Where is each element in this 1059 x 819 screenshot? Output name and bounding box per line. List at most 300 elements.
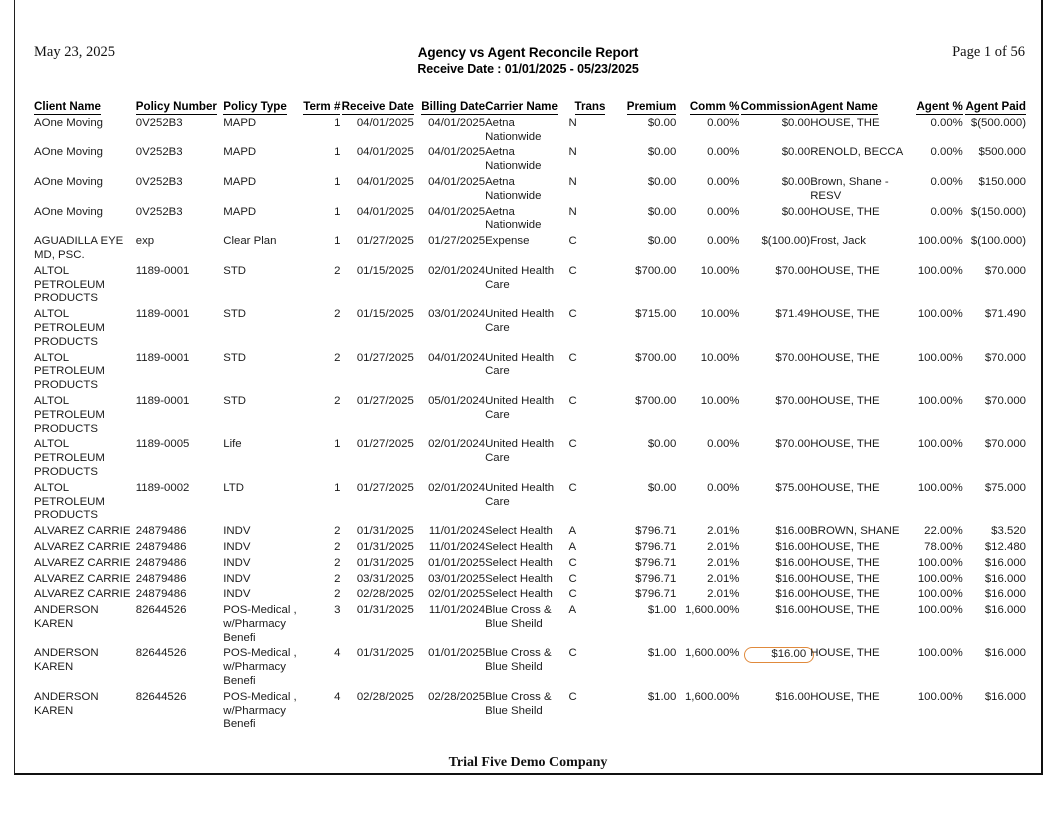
cell-term[interactable]: 1 — [334, 235, 341, 248]
cell-receive-date[interactable]: 04/01/2025 — [356, 175, 414, 188]
cell-term[interactable]: 3 — [334, 604, 341, 617]
cell-comm-pct[interactable]: 2.01% — [707, 540, 740, 553]
cell-carrier-name[interactable]: United Health Care — [485, 438, 555, 465]
cell-policy-type[interactable]: STD — [223, 394, 247, 407]
cell-client-name[interactable]: ALVAREZ CARRIE — [34, 525, 131, 538]
cell-agent-pct[interactable]: 0.00% — [930, 175, 963, 188]
cell-term[interactable]: 2 — [334, 540, 341, 553]
cell-trans[interactable]: C — [568, 647, 577, 660]
cell-carrier-name[interactable]: Aetna Nationwide — [485, 205, 542, 232]
cell-agent-name[interactable]: HOUSE, THE — [810, 540, 880, 553]
cell-policy-number[interactable]: 24879486 — [135, 525, 187, 538]
cell-premium[interactable]: $1.00 — [647, 690, 677, 703]
table-row[interactable] — [34, 690, 1026, 733]
cell-receive-date[interactable]: 02/28/2025 — [356, 588, 414, 601]
col-header-commission[interactable]: Commission — [740, 100, 811, 113]
cell-client-name[interactable]: AOne Moving — [34, 205, 104, 218]
cell-premium[interactable]: $796.71 — [635, 525, 677, 538]
cell-trans[interactable]: C — [568, 308, 577, 321]
cell-trans[interactable]: C — [568, 394, 577, 407]
cell-carrier-name[interactable]: Aetna Nationwide — [485, 175, 542, 202]
cell-commission[interactable]: $0.00 — [781, 146, 811, 159]
cell-commission[interactable]: $0.00 — [781, 175, 811, 188]
cell-client-name[interactable]: ALTOL PETROLEUM PRODUCTS — [34, 394, 105, 435]
cell-agent-paid[interactable]: $16.000 — [984, 604, 1026, 617]
cell-term[interactable]: 1 — [334, 116, 341, 129]
cell-agent-paid[interactable]: $70.000 — [984, 394, 1026, 407]
cell-receive-date[interactable]: 04/01/2025 — [356, 116, 414, 129]
cell-receive-date[interactable]: 01/27/2025 — [356, 351, 414, 364]
cell-billing-date[interactable]: 01/01/2025 — [428, 556, 486, 569]
cell-agent-paid[interactable]: $16.000 — [984, 556, 1026, 569]
cell-agent-pct[interactable]: 22.00% — [924, 525, 963, 538]
cell-carrier-name[interactable]: Select Health — [485, 572, 553, 585]
cell-carrier-name[interactable]: Select Health — [485, 556, 553, 569]
cell-premium[interactable]: $0.00 — [647, 175, 677, 188]
cell-client-name[interactable]: ALTOL PETROLEUM PRODUCTS — [34, 264, 105, 305]
cell-agent-pct[interactable]: 100.00% — [917, 235, 963, 248]
cell-policy-type[interactable]: INDV — [223, 525, 251, 538]
table-row[interactable] — [34, 556, 1026, 572]
cell-policy-number[interactable]: 24879486 — [135, 556, 187, 569]
cell-policy-type[interactable]: MAPD — [223, 205, 257, 218]
cell-agent-pct[interactable]: 100.00% — [917, 572, 963, 585]
cell-policy-number[interactable]: 0V252B3 — [135, 146, 183, 159]
cell-agent-paid[interactable]: $12.480 — [984, 540, 1026, 553]
col-header-premium[interactable]: Premium — [626, 100, 677, 113]
cell-premium[interactable]: $796.71 — [635, 572, 677, 585]
cell-client-name[interactable]: ALVAREZ CARRIE — [34, 556, 131, 569]
cell-commission[interactable]: $70.00 — [775, 264, 811, 277]
table-row[interactable] — [34, 351, 1026, 394]
cell-policy-type[interactable]: POS-Medical , w/Pharmacy Benefi — [223, 604, 297, 644]
cell-premium[interactable]: $1.00 — [647, 647, 677, 660]
cell-carrier-name[interactable]: United Health Care — [485, 308, 555, 334]
cell-policy-number[interactable]: 1189-0005 — [135, 438, 190, 451]
cell-trans[interactable]: C — [568, 351, 577, 364]
cell-agent-name[interactable]: HOUSE, THE — [810, 690, 880, 703]
cell-client-name[interactable]: AGUADILLA EYE MD, PSC. — [34, 235, 124, 261]
cell-policy-type[interactable]: MAPD — [223, 146, 257, 159]
cell-agent-pct[interactable]: 100.00% — [917, 481, 963, 494]
cell-policy-number[interactable]: 0V252B3 — [135, 116, 183, 129]
cell-client-name[interactable]: ALTOL PETROLEUM PRODUCTS — [34, 308, 105, 348]
cell-comm-pct[interactable]: 10.00% — [700, 394, 740, 407]
cell-billing-date[interactable]: 04/01/2025 — [428, 205, 486, 218]
col-header-client-name[interactable]: Client Name — [34, 100, 102, 113]
col-header-trans[interactable]: Trans — [574, 100, 606, 113]
cell-agent-pct[interactable]: 100.00% — [917, 556, 963, 569]
cell-agent-paid[interactable]: $(150.000) — [970, 205, 1026, 218]
cell-policy-type[interactable]: MAPD — [223, 175, 257, 188]
cell-carrier-name[interactable]: Aetna Nationwide — [485, 146, 542, 173]
cell-billing-date[interactable]: 03/01/2024 — [428, 308, 486, 321]
cell-comm-pct[interactable]: 2.01% — [707, 556, 740, 569]
table-row[interactable] — [34, 205, 1026, 235]
cell-premium[interactable]: $0.00 — [647, 205, 677, 218]
cell-commission[interactable]: $16.00 — [775, 690, 811, 703]
cell-comm-pct[interactable]: 1,600.00% — [684, 647, 740, 660]
cell-receive-date[interactable]: 01/31/2025 — [356, 556, 414, 569]
cell-trans[interactable]: C — [568, 572, 577, 585]
cell-agent-paid[interactable]: $(500.000) — [970, 116, 1026, 129]
cell-carrier-name[interactable]: United Health Care — [485, 351, 555, 378]
cell-commission[interactable]: $16.00 — [775, 588, 811, 601]
cell-client-name[interactable]: ALVAREZ CARRIE — [34, 588, 131, 601]
cell-agent-name[interactable]: HOUSE, THE — [810, 394, 880, 407]
cell-receive-date[interactable]: 01/27/2025 — [356, 438, 414, 451]
cell-commission[interactable]: $0.00 — [781, 116, 811, 129]
cell-policy-number[interactable]: 1189-0001 — [135, 264, 190, 277]
col-header-policy-number[interactable]: Policy Number — [135, 100, 217, 113]
cell-policy-type[interactable]: INDV — [223, 556, 251, 569]
cell-agent-paid[interactable]: $3.520 — [991, 525, 1026, 538]
col-header-agent-paid[interactable]: Agent Paid — [965, 100, 1026, 113]
cell-receive-date[interactable]: 02/28/2025 — [356, 690, 414, 703]
cell-carrier-name[interactable]: Blue Cross & Blue Sheild — [485, 690, 552, 717]
cell-agent-name[interactable]: HOUSE, THE — [810, 264, 880, 277]
cell-term[interactable]: 1 — [334, 146, 341, 159]
col-header-receive-date[interactable]: Receive Date — [341, 100, 414, 113]
cell-receive-date[interactable]: 01/31/2025 — [356, 525, 414, 538]
cell-commission[interactable]: $16.00 — [775, 572, 811, 585]
cell-billing-date[interactable]: 01/01/2025 — [428, 647, 486, 660]
cell-premium[interactable]: $0.00 — [647, 146, 677, 159]
cell-commission[interactable]: $16.00 — [775, 540, 811, 553]
cell-receive-date[interactable]: 01/31/2025 — [356, 540, 414, 553]
cell-agent-pct[interactable]: 100.00% — [917, 690, 963, 703]
cell-receive-date[interactable]: 01/31/2025 — [356, 604, 414, 617]
cell-agent-pct[interactable]: 78.00% — [924, 540, 963, 553]
cell-term[interactable]: 2 — [334, 308, 341, 321]
cell-receive-date[interactable]: 01/27/2025 — [356, 235, 414, 248]
cell-agent-pct[interactable]: 100.00% — [917, 308, 963, 321]
cell-billing-date[interactable]: 02/01/2024 — [428, 264, 486, 277]
cell-term[interactable]: 4 — [334, 647, 341, 660]
cell-agent-name[interactable]: HOUSE, THE — [810, 604, 880, 617]
cell-agent-name[interactable]: HOUSE, THE — [810, 572, 880, 585]
table-row[interactable] — [34, 307, 1026, 350]
cell-trans[interactable]: N — [568, 146, 577, 159]
col-header-policy-type[interactable]: Policy Type — [223, 100, 287, 113]
cell-trans[interactable]: C — [568, 438, 577, 451]
cell-agent-paid[interactable]: $75.000 — [984, 481, 1026, 494]
cell-client-name[interactable]: ANDERSON KAREN — [34, 690, 99, 717]
cell-policy-type[interactable]: INDV — [223, 588, 251, 601]
col-header-carrier-name[interactable]: Carrier Name — [485, 100, 558, 113]
cell-client-name[interactable]: ALVAREZ CARRIE — [34, 572, 131, 585]
cell-policy-type[interactable]: LTD — [223, 481, 244, 494]
cell-agent-paid[interactable]: $(100.000) — [970, 235, 1026, 248]
cell-agent-paid[interactable]: $70.000 — [984, 264, 1026, 277]
col-header-agent-name[interactable]: Agent Name — [810, 100, 878, 113]
cell-agent-name[interactable]: HOUSE, THE — [810, 647, 880, 660]
cell-commission[interactable]: $71.49 — [775, 308, 811, 321]
cell-client-name[interactable]: ANDERSON KAREN — [34, 604, 99, 630]
cell-trans[interactable]: N — [568, 116, 577, 129]
table-row[interactable] — [34, 587, 1026, 603]
cell-carrier-name[interactable]: United Health Care — [485, 264, 555, 291]
cell-trans[interactable]: C — [568, 556, 577, 569]
cell-agent-pct[interactable]: 100.00% — [917, 351, 963, 364]
cell-client-name[interactable]: ALTOL PETROLEUM PRODUCTS — [34, 438, 105, 478]
cell-billing-date[interactable]: 04/01/2025 — [428, 146, 486, 159]
cell-comm-pct[interactable]: 10.00% — [700, 308, 740, 321]
cell-carrier-name[interactable]: Select Health — [485, 588, 553, 601]
cell-premium[interactable]: $796.71 — [635, 588, 677, 601]
cell-commission[interactable]: $16.00 — [775, 556, 811, 569]
cell-term[interactable]: 2 — [334, 556, 341, 569]
cell-commission[interactable]: $70.00 — [775, 394, 811, 407]
cell-trans[interactable]: A — [568, 540, 577, 553]
table-row[interactable] — [34, 437, 1026, 480]
cell-term[interactable]: 1 — [334, 481, 341, 494]
cell-billing-date[interactable]: 11/01/2024 — [428, 540, 486, 553]
cell-agent-name[interactable]: HOUSE, THE — [810, 308, 880, 321]
cell-policy-number[interactable]: 82644526 — [135, 647, 187, 660]
cell-term[interactable]: 1 — [334, 438, 341, 451]
cell-trans[interactable]: A — [568, 525, 577, 538]
cell-trans[interactable]: C — [568, 235, 577, 248]
cell-carrier-name[interactable]: Blue Cross & Blue Sheild — [485, 647, 552, 674]
cell-trans[interactable]: C — [568, 264, 577, 277]
cell-receive-date[interactable]: 01/27/2025 — [356, 481, 414, 494]
cell-agent-pct[interactable]: 100.00% — [917, 438, 963, 451]
cell-receive-date[interactable]: 01/27/2025 — [356, 394, 414, 407]
cell-comm-pct[interactable]: 0.00% — [707, 146, 740, 159]
cell-policy-number[interactable]: 24879486 — [135, 572, 187, 585]
cell-agent-name[interactable]: HOUSE, THE — [810, 481, 880, 494]
cell-receive-date[interactable]: 04/01/2025 — [356, 205, 414, 218]
cell-commission[interactable]: $0.00 — [781, 205, 811, 218]
cell-agent-paid[interactable]: $16.000 — [984, 647, 1026, 660]
cell-premium[interactable]: $700.00 — [635, 394, 677, 407]
cell-carrier-name[interactable]: Expense — [485, 235, 530, 248]
cell-agent-paid[interactable]: $16.000 — [984, 690, 1026, 703]
cell-agent-pct[interactable]: 100.00% — [917, 604, 963, 617]
table-row[interactable] — [34, 646, 1026, 689]
focused-cell-highlight[interactable]: $16.00 — [744, 647, 814, 663]
cell-term[interactable]: 2 — [334, 572, 341, 585]
cell-policy-number[interactable]: 0V252B3 — [135, 205, 183, 218]
cell-policy-type[interactable]: INDV — [223, 540, 251, 553]
cell-comm-pct[interactable]: 0.00% — [707, 481, 740, 494]
cell-agent-paid[interactable]: $16.000 — [984, 572, 1026, 585]
cell-agent-name[interactable]: HOUSE, THE — [810, 438, 880, 451]
cell-agent-name[interactable]: HOUSE, THE — [810, 116, 880, 129]
cell-policy-number[interactable]: 82644526 — [135, 690, 187, 703]
cell-billing-date[interactable]: 02/01/2025 — [428, 588, 486, 601]
cell-agent-paid[interactable]: $70.000 — [984, 438, 1026, 451]
cell-commission[interactable]: $16.00 — [775, 604, 811, 617]
table-row[interactable] — [34, 116, 1026, 146]
cell-commission[interactable]: $70.00 — [775, 351, 811, 364]
cell-agent-paid[interactable]: $500.000 — [978, 146, 1026, 159]
col-header-agent-pct[interactable]: Agent % — [916, 100, 963, 113]
cell-client-name[interactable]: AOne Moving — [34, 175, 104, 188]
cell-carrier-name[interactable]: Aetna Nationwide — [485, 116, 542, 143]
cell-agent-pct[interactable]: 100.00% — [917, 588, 963, 601]
cell-comm-pct[interactable]: 1,600.00% — [684, 690, 740, 703]
cell-comm-pct[interactable]: 10.00% — [700, 264, 740, 277]
cell-commission[interactable]: $75.00 — [775, 481, 811, 494]
cell-policy-number[interactable]: 1189-0001 — [135, 351, 190, 364]
cell-trans[interactable]: A — [568, 604, 577, 617]
table-row[interactable] — [34, 264, 1026, 307]
cell-term[interactable]: 2 — [334, 588, 341, 601]
cell-agent-paid[interactable]: $71.490 — [984, 308, 1026, 321]
cell-carrier-name[interactable]: Select Health — [485, 540, 553, 553]
cell-premium[interactable]: $715.00 — [635, 308, 677, 321]
cell-policy-type[interactable]: STD — [223, 351, 247, 364]
cell-term[interactable]: 1 — [334, 205, 341, 218]
cell-client-name[interactable]: ALTOL PETROLEUM PRODUCTS — [34, 481, 105, 522]
cell-policy-number[interactable]: exp — [135, 235, 155, 248]
cell-billing-date[interactable]: 03/01/2025 — [428, 572, 486, 585]
cell-carrier-name[interactable]: United Health Care — [485, 394, 555, 421]
table-row[interactable] — [34, 234, 1026, 264]
cell-agent-pct[interactable]: 100.00% — [917, 264, 963, 277]
cell-agent-paid[interactable]: $16.000 — [984, 588, 1026, 601]
cell-term[interactable]: 2 — [334, 264, 341, 277]
cell-trans[interactable]: C — [568, 481, 577, 494]
cell-policy-number[interactable]: 1189-0002 — [135, 481, 190, 494]
cell-policy-number[interactable]: 82644526 — [135, 604, 187, 617]
cell-comm-pct[interactable]: 0.00% — [707, 235, 740, 248]
cell-billing-date[interactable]: 02/01/2024 — [428, 481, 486, 494]
cell-policy-type[interactable]: INDV — [223, 572, 251, 585]
cell-carrier-name[interactable]: Select Health — [485, 525, 553, 538]
cell-premium[interactable]: $0.00 — [647, 116, 677, 129]
cell-client-name[interactable]: ALVAREZ CARRIE — [34, 540, 131, 553]
cell-policy-number[interactable]: 1189-0001 — [135, 394, 190, 407]
cell-comm-pct[interactable]: 2.01% — [707, 588, 740, 601]
cell-commission[interactable]: $70.00 — [775, 438, 811, 451]
cell-premium[interactable]: $0.00 — [647, 235, 677, 248]
cell-commission[interactable]: $16.00 — [775, 525, 811, 538]
cell-premium[interactable]: $700.00 — [635, 351, 677, 364]
cell-receive-date[interactable]: 04/01/2025 — [356, 146, 414, 159]
cell-billing-date[interactable]: 04/01/2025 — [428, 116, 486, 129]
table-row[interactable] — [34, 394, 1026, 437]
cell-trans[interactable]: C — [568, 690, 577, 703]
cell-agent-name[interactable]: HOUSE, THE — [810, 351, 880, 364]
cell-carrier-name[interactable]: Blue Cross & Blue Sheild — [485, 604, 552, 630]
cell-term[interactable]: 2 — [334, 394, 341, 407]
table-row[interactable] — [34, 603, 1026, 646]
cell-policy-type[interactable]: STD — [223, 308, 247, 321]
col-header-comm-pct[interactable]: Comm % — [689, 100, 740, 113]
cell-agent-name[interactable]: HOUSE, THE — [810, 556, 880, 569]
cell-billing-date[interactable]: 01/27/2025 — [428, 235, 486, 248]
cell-receive-date[interactable]: 01/15/2025 — [356, 308, 414, 321]
cell-policy-type[interactable]: STD — [223, 264, 247, 277]
cell-comm-pct[interactable]: 10.00% — [700, 351, 740, 364]
cell-agent-name[interactable]: Brown, Shane - RESV — [810, 175, 889, 202]
cell-receive-date[interactable]: 01/31/2025 — [356, 647, 414, 660]
cell-billing-date[interactable]: 04/01/2024 — [428, 351, 486, 364]
cell-term[interactable]: 4 — [334, 690, 341, 703]
cell-receive-date[interactable]: 01/15/2025 — [356, 264, 414, 277]
cell-comm-pct[interactable]: 2.01% — [707, 572, 740, 585]
cell-billing-date[interactable]: 05/01/2024 — [428, 394, 486, 407]
cell-agent-name[interactable]: HOUSE, THE — [810, 205, 880, 218]
cell-agent-name[interactable]: HOUSE, THE — [810, 588, 880, 601]
cell-agent-name[interactable]: RENOLD, BECCA — [810, 146, 904, 159]
cell-policy-number[interactable]: 24879486 — [135, 588, 187, 601]
cell-client-name[interactable]: ALTOL PETROLEUM PRODUCTS — [34, 351, 105, 392]
table-row[interactable] — [34, 524, 1026, 540]
cell-billing-date[interactable]: 02/28/2025 — [428, 690, 486, 703]
cell-policy-number[interactable]: 24879486 — [135, 540, 187, 553]
cell-trans[interactable]: N — [568, 175, 577, 188]
col-header-term[interactable]: Term # — [303, 100, 341, 113]
cell-comm-pct[interactable]: 0.00% — [707, 438, 740, 451]
cell-policy-type[interactable]: POS-Medical , w/Pharmacy Benefi — [223, 647, 297, 688]
cell-term[interactable]: 1 — [334, 175, 341, 188]
cell-policy-type[interactable]: POS-Medical , w/Pharmacy Benefi — [223, 690, 297, 731]
cell-billing-date[interactable]: 04/01/2025 — [428, 175, 486, 188]
cell-billing-date[interactable]: 11/01/2024 — [428, 525, 486, 538]
table-row[interactable] — [34, 572, 1026, 588]
cell-agent-paid[interactable]: $70.000 — [984, 351, 1026, 364]
cell-comm-pct[interactable]: 0.00% — [707, 116, 740, 129]
cell-agent-pct[interactable]: 0.00% — [930, 146, 963, 159]
cell-agent-paid[interactable]: $150.000 — [978, 175, 1026, 188]
cell-term[interactable]: 2 — [334, 525, 341, 538]
cell-agent-name[interactable]: Frost, Jack — [810, 235, 866, 248]
cell-comm-pct[interactable]: 1,600.00% — [684, 604, 740, 617]
cell-premium[interactable]: $1.00 — [647, 604, 677, 617]
cell-comm-pct[interactable]: 2.01% — [707, 525, 740, 538]
cell-policy-number[interactable]: 0V252B3 — [135, 175, 183, 188]
cell-premium[interactable]: $0.00 — [647, 481, 677, 494]
cell-agent-name[interactable]: BROWN, SHANE — [810, 525, 900, 538]
cell-trans[interactable]: C — [568, 588, 577, 601]
cell-billing-date[interactable]: 02/01/2024 — [428, 438, 486, 451]
cell-client-name[interactable]: AOne Moving — [34, 116, 104, 129]
table-row[interactable] — [34, 175, 1026, 205]
table-row[interactable] — [34, 540, 1026, 556]
table-row[interactable] — [34, 145, 1026, 175]
cell-agent-pct[interactable]: 0.00% — [930, 205, 963, 218]
table-row[interactable] — [34, 481, 1026, 524]
cell-commission[interactable]: $(100.00) — [761, 235, 811, 248]
cell-term[interactable]: 2 — [334, 351, 341, 364]
cell-client-name[interactable]: AOne Moving — [34, 146, 104, 159]
cell-client-name[interactable]: ANDERSON KAREN — [34, 647, 99, 674]
cell-trans[interactable]: N — [568, 205, 577, 218]
cell-comm-pct[interactable]: 0.00% — [707, 175, 740, 188]
col-header-billing-date[interactable]: Billing Date — [421, 100, 486, 113]
cell-premium[interactable]: $796.71 — [635, 540, 677, 553]
cell-premium[interactable]: $0.00 — [647, 438, 677, 451]
cell-receive-date[interactable]: 03/31/2025 — [356, 572, 414, 585]
cell-policy-type[interactable]: Clear Plan — [223, 235, 277, 248]
cell-carrier-name[interactable]: United Health Care — [485, 481, 555, 508]
cell-policy-type[interactable]: Life — [223, 438, 242, 451]
cell-premium[interactable]: $700.00 — [635, 264, 677, 277]
cell-policy-number[interactable]: 1189-0001 — [135, 308, 190, 321]
cell-comm-pct[interactable]: 0.00% — [707, 205, 740, 218]
cell-policy-type[interactable]: MAPD — [223, 116, 257, 129]
cell-premium[interactable]: $796.71 — [635, 556, 677, 569]
cell-agent-pct[interactable]: 100.00% — [917, 647, 963, 660]
cell-agent-pct[interactable]: 0.00% — [930, 116, 963, 129]
cell-billing-date[interactable]: 11/01/2024 — [428, 604, 486, 617]
cell-agent-pct[interactable]: 100.00% — [917, 394, 963, 407]
cell-commission[interactable] — [739, 646, 810, 689]
